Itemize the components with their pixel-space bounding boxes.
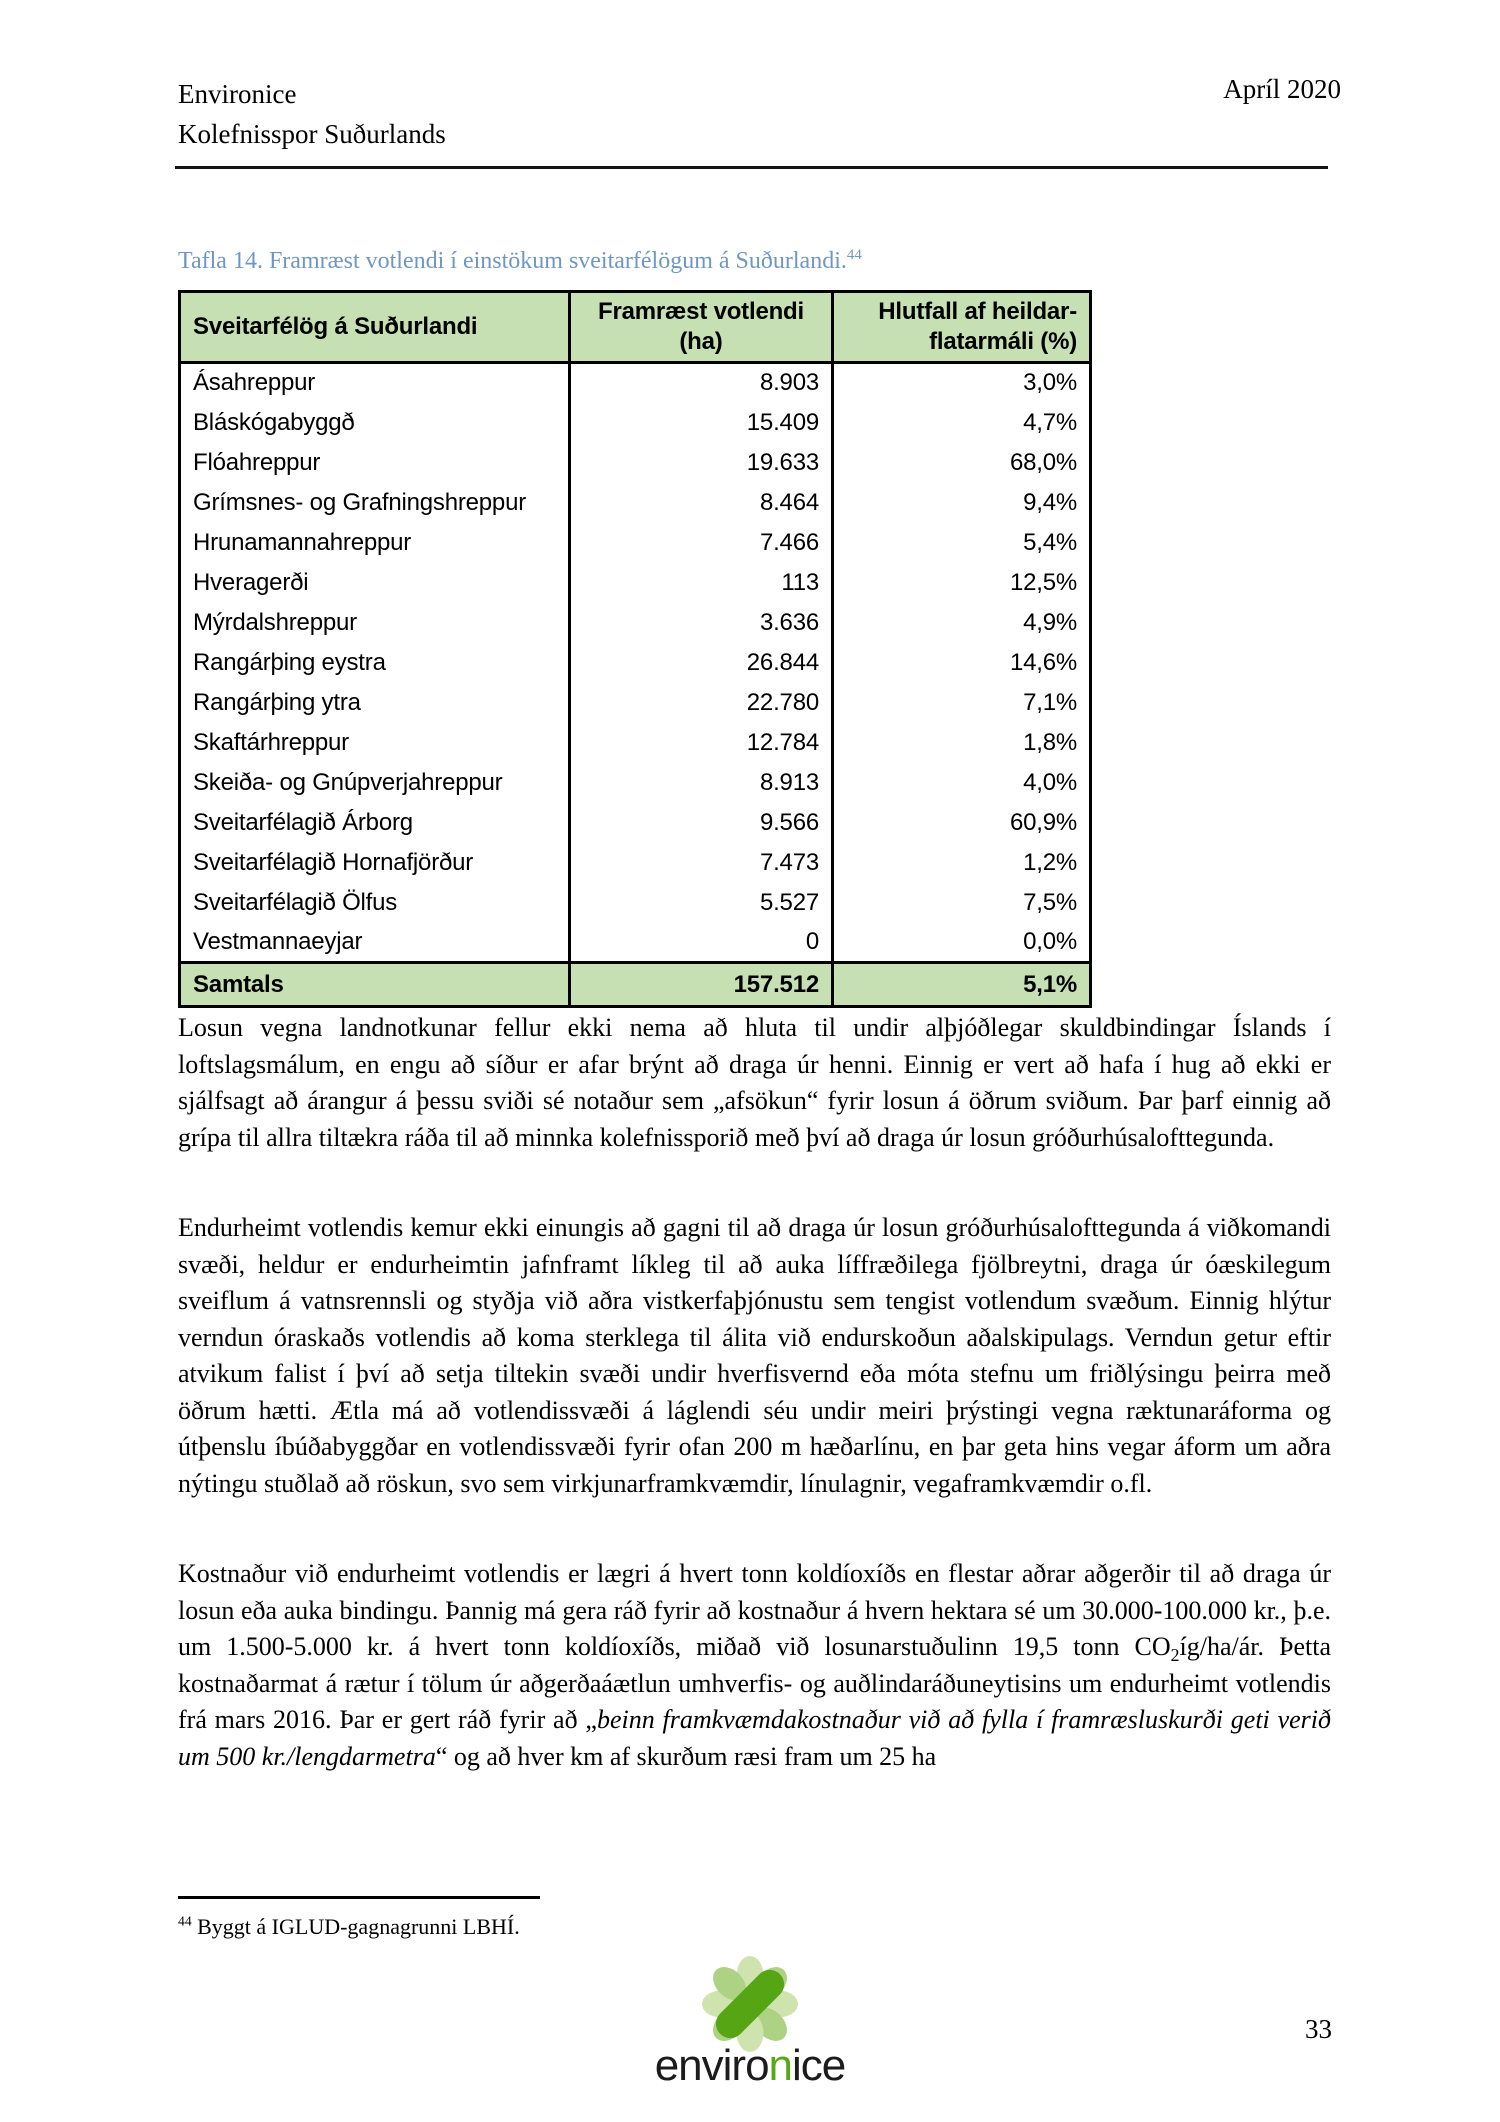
municipality-name: Hveragerði (180, 563, 570, 603)
share-of-total-pct: 7,5% (833, 883, 1091, 923)
drained-wetland-ha: 15.409 (570, 403, 833, 443)
municipality-name: Flóahreppur (180, 443, 570, 483)
share-of-total-pct: 3,0% (833, 363, 1091, 403)
table-row (180, 443, 1091, 483)
table-total-row (180, 963, 1091, 1007)
table-row (180, 403, 1091, 443)
table-body (180, 363, 1091, 1007)
share-of-total-pct: 1,8% (833, 723, 1091, 763)
municipality-name: Sveitarfélagið Árborg (180, 803, 570, 843)
environice-logo (0, 1956, 1500, 2088)
wordmark-part: n (768, 2041, 793, 2090)
municipality-name: Sveitarfélagið Hornafjörður (180, 843, 570, 883)
header-org: Environice (178, 79, 297, 109)
table-row (180, 883, 1091, 923)
total-ha: 157.512 (570, 963, 833, 1007)
share-of-total-pct: 4,7% (833, 403, 1091, 443)
drained-wetland-ha: 9.566 (570, 803, 833, 843)
environice-flower-icon (698, 1956, 802, 2052)
share-of-total-pct: 4,9% (833, 603, 1091, 643)
table-row (180, 763, 1091, 803)
drained-wetland-ha: 8.903 (570, 363, 833, 403)
header-date: Apríl 2020 (1223, 74, 1341, 104)
table-row (180, 723, 1091, 763)
header-divider (175, 166, 1328, 169)
drained-wetland-ha: 19.633 (570, 443, 833, 483)
municipality-name: Rangárþing ytra (180, 683, 570, 723)
share-of-total-pct: 9,4% (833, 483, 1091, 523)
paragraph: Kostnaður við endurheimt votlendis er lægri á hvert tonn koldíoxíðs en flestar aðrar aðgerðir til að draga úr losun eða auka bindingu. Þannig má gera ráð fyrir að kostnaður á hvern hektara sé um 30.000-100.000 kr., þ.e. um 1.500-5.000 kr. á hvert tonn koldíoxíðs, miðað við losunarstuðulinn 19,5 tonn $CO_2íg/ha/ár$. Þetta kostnaðarmat á rætur í tölum úr aðgerðaáætlun umhverfis- og auðlindaráðuneytisins um endurheimt votlendis frá mars 2016. Þar er gert ráð fyrir að „beinn framkvæmdakostnaður við að fylla í framræsluskurði geti verið um 500 kr./lengdarmetra“ og að hver km af skurðum ræsi fram um 25 ha (178, 1559, 1332, 1771)
share-of-total-pct: 0,0% (833, 923, 1091, 963)
share-of-total-pct: 60,9% (833, 803, 1091, 843)
share-of-total-pct: 68,0% (833, 443, 1091, 483)
page-number: 33 (1305, 2014, 1332, 2044)
paragraph: Endurheimt votlendis kemur ekki einungis að gagni til að draga úr losun gróðurhúsalofttegunda á viðkomandi svæði, heldur er endurheimtin jafnframt líkleg til að auka líffræðilega fjölbreytni, draga úr óæskilegum sveiflum á vatnsrennsli og styðja við aðra vistkerfaþjónustu sem tengist votlendum svæðum. Einnig hlýtur verndun óraskaðs votlendis að koma sterklega til álita við endurskoðun aðalskipulags. Verndun getur eftir atvikum falist í því að setja tiltekin svæði undir hverfisvernd eða móta stefnu um friðlýsingu þeirra með öðrum hætti. Ætla má að votlendissvæði á láglendi séu undir meiri þrýstingi vegna ræktunaráforma og útþenslu íbúðabyggðar en votlendissvæði fyrir ofan 200 m hæðarlínu, en þar geta hins vegar áform um aðra nýtingu stuðlað að röskun, svo sem virkjunarframkvæmdir, línulagnir, vegaframkvæmdir o.fl. (178, 1213, 1331, 1498)
footnote (178, 1914, 520, 1940)
caption-footnote-ref: 44 (846, 247, 862, 263)
share-of-total-pct: 5,4% (833, 523, 1091, 563)
body-text (178, 1010, 1331, 1829)
municipality-name: Ásahreppur (180, 363, 570, 403)
table-row (180, 523, 1091, 563)
drained-wetland-ha: 3.636 (570, 603, 833, 643)
table-row (180, 843, 1091, 883)
table-row (180, 363, 1091, 403)
total-pct: 5,1% (833, 963, 1091, 1007)
drained-wetland-ha: 7.473 (570, 843, 833, 883)
drained-wetland-ha: 12.784 (570, 723, 833, 763)
municipality-name: Mýrdalshreppur (180, 603, 570, 643)
paragraph: Losun vegna landnotkunar fellur ekki nema að hluta til undir alþjóðlegar skuldbindingar Íslands í loftslagsmálum, en engu að síður er afar brýnt að draga úr henni. Einnig er vert að hafa í hug að ekki er sjálfsagt að árangur á þessu sviði sé notaður sem „afsökun“ fyrir losun á öðrum sviðum. Þar þarf einnig að grípa til allra tiltækra ráða til að minnka kolefnissporið með því að draga úr losun gróðurhúsalofttegunda. (178, 1013, 1331, 1152)
header-dept: Kolefnisspor Suðurlands (178, 119, 446, 149)
municipality-name: Skaftárhreppur (180, 723, 570, 763)
table-row (180, 563, 1091, 603)
table-row (180, 803, 1091, 843)
table-row (180, 683, 1091, 723)
footnote-divider (178, 1896, 540, 1899)
municipality-name: Sveitarfélagið Ölfus (180, 883, 570, 923)
share-of-total-pct: 14,6% (833, 643, 1091, 683)
column-header: Framræst votlendi (ha) (570, 292, 833, 363)
page-header (178, 74, 446, 154)
table-row (180, 603, 1091, 643)
municipality-name: Grímsnes- og Grafningshreppur (180, 483, 570, 523)
share-of-total-pct: 1,2% (833, 843, 1091, 883)
footnote-ref: 44 (178, 1913, 192, 1929)
footnote-text: Byggt á IGLUD-gagnagrunni LBHÍ. (191, 1914, 520, 1939)
table-caption-text: Tafla 14. Framræst votlendi í einstökum sveitarfélögum á Suðurlandi. (178, 248, 847, 274)
drained-wetland-ha: 7.466 (570, 523, 833, 563)
wordmark-part: enviro (654, 2041, 769, 2090)
share-of-total-pct: 12,5% (833, 563, 1091, 603)
table-row (180, 923, 1091, 963)
drained-wetland-ha: 0 (570, 923, 833, 963)
wetland-table (178, 290, 1092, 1008)
table-header (180, 292, 1091, 363)
municipality-name: Vestmannaeyjar (180, 923, 570, 963)
column-header: Sveitarfélög á Suðurlandi (180, 292, 570, 363)
table-caption (178, 248, 862, 275)
drained-wetland-ha: 8.464 (570, 483, 833, 523)
table-row (180, 483, 1091, 523)
municipality-name: Skeiða- og Gnúpverjahreppur (180, 763, 570, 803)
drained-wetland-ha: 113 (570, 563, 833, 603)
drained-wetland-ha: 26.844 (570, 643, 833, 683)
table-row (180, 643, 1091, 683)
drained-wetland-ha: 8.913 (570, 763, 833, 803)
wordmark-part: ice (792, 2041, 846, 2090)
environice-wordmark (654, 2041, 846, 2090)
drained-wetland-ha: 5.527 (570, 883, 833, 923)
municipality-name: Rangárþing eystra (180, 643, 570, 683)
total-label: Samtals (180, 963, 570, 1007)
share-of-total-pct: 4,0% (833, 763, 1091, 803)
drained-wetland-ha: 22.780 (570, 683, 833, 723)
municipality-name: Bláskógabyggð (180, 403, 570, 443)
share-of-total-pct: 7,1% (833, 683, 1091, 723)
column-header: Hlutfall af heildar- flatarmáli (%) (833, 292, 1091, 363)
table-header-row (180, 292, 1091, 363)
municipality-name: Hrunamannahreppur (180, 523, 570, 563)
